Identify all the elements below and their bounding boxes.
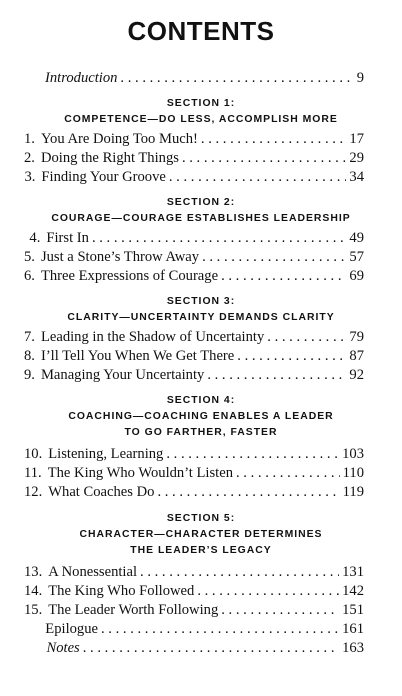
- dot-leader: [267, 329, 346, 346]
- toc-entry-chapter-13[interactable]: [24, 564, 364, 584]
- entry-title: Epilogue: [45, 621, 98, 637]
- entry-title: What Coaches Do: [48, 484, 155, 500]
- section-heading-4: [24, 393, 378, 441]
- entry-title: The King Who Followed: [48, 583, 195, 599]
- entry-title: Just a Stone’s Throw Away: [40, 249, 200, 265]
- section-heading-2: [24, 195, 378, 227]
- entry-title: Leading in the Shadow of Uncertainty: [40, 329, 265, 345]
- page-number: 142: [342, 583, 364, 599]
- page-number: 34: [349, 169, 364, 185]
- toc-entry-chapter-5[interactable]: [24, 249, 364, 269]
- page-number: 131: [342, 564, 364, 580]
- page-number: 79: [349, 329, 364, 345]
- toc-entry-chapter-1[interactable]: [24, 131, 364, 151]
- chapter-number: 1.: [24, 131, 35, 147]
- section-label: SECTION 2:: [166, 197, 236, 208]
- page-number: 57: [349, 249, 364, 265]
- dot-leader: [101, 621, 339, 638]
- toc-entry-chapter-2[interactable]: [24, 150, 364, 170]
- dot-leader: [92, 230, 346, 247]
- toc-entry-chapter-14[interactable]: [24, 583, 364, 603]
- toc-entry-chapter-8[interactable]: [24, 348, 364, 368]
- page-number: 92: [349, 367, 364, 383]
- dot-leader: [120, 70, 353, 87]
- dot-leader: [169, 169, 347, 186]
- dot-leader: [182, 150, 346, 167]
- section-title-continued: TO GO FARTHER, FASTER: [124, 427, 278, 438]
- dot-leader: [140, 564, 339, 581]
- toc-entry-chapter-12[interactable]: [24, 484, 364, 504]
- chapter-number: 15.: [24, 602, 43, 618]
- dot-leader: [83, 640, 339, 657]
- chapter-number: 7.: [24, 329, 35, 345]
- section-label: SECTION 1:: [166, 98, 236, 109]
- section-title: COURAGE—COURAGE ESTABLISHES LEADERSHIP: [51, 213, 351, 224]
- dot-leader: [202, 249, 346, 266]
- entry-title: The King Who Wouldn’t Listen: [47, 465, 233, 481]
- toc-entry-chapter-6[interactable]: [24, 268, 364, 288]
- entry-title: Listening, Learning: [48, 446, 164, 462]
- chapter-number: 5.: [24, 249, 35, 265]
- page-number: 103: [342, 446, 364, 462]
- page-number: 161: [342, 621, 364, 637]
- dot-leader: [221, 268, 346, 285]
- dot-leader: [166, 446, 339, 463]
- toc-entry-epilogue[interactable]: [24, 621, 364, 641]
- page-number: 17: [349, 131, 364, 147]
- chapter-number: 6.: [24, 268, 35, 284]
- toc-entry-chapter-4[interactable]: [24, 230, 364, 250]
- section-heading-5: [24, 511, 378, 559]
- toc-entry-chapter-7[interactable]: [24, 329, 364, 349]
- chapter-number: 11.: [24, 465, 42, 481]
- page-number: 87: [349, 348, 364, 364]
- dot-leader: [197, 583, 339, 600]
- chapter-number: 4.: [29, 230, 41, 246]
- dot-leader: [157, 484, 339, 501]
- chapter-number: 14.: [24, 583, 43, 599]
- entry-title: Introduction: [45, 70, 118, 86]
- chapter-number: 2.: [24, 150, 35, 166]
- chapter-number: 8.: [24, 348, 35, 364]
- dot-leader: [221, 602, 339, 619]
- section-title: CLARITY—UNCERTAINTY DEMANDS CLARITY: [67, 312, 335, 323]
- chapter-number: 9.: [24, 367, 35, 383]
- section-heading-1: [24, 96, 378, 128]
- toc-entry-chapter-3[interactable]: [24, 169, 364, 189]
- page-number: 69: [349, 268, 364, 284]
- entry-title: Doing the Right Things: [40, 150, 179, 166]
- toc-entry-chapter-10[interactable]: [24, 446, 364, 466]
- section-label: SECTION 5:: [166, 513, 236, 524]
- section-title: COMPETENCE—DO LESS, ACCOMPLISH MORE: [64, 114, 338, 125]
- page-number: 119: [342, 484, 364, 500]
- section-heading-3: [24, 294, 378, 326]
- dot-leader: [236, 465, 340, 482]
- chapter-number: 12.: [24, 484, 43, 500]
- section-title: CHARACTER—CHARACTER DETERMINES: [79, 529, 323, 540]
- page-title: CONTENTS: [127, 16, 275, 46]
- section-title-continued: THE LEADER’S LEGACY: [130, 545, 272, 556]
- section-label: SECTION 3:: [166, 296, 236, 307]
- page-number: 110: [342, 465, 364, 481]
- dot-leader: [207, 367, 346, 384]
- entry-title: Managing Your Uncertainty: [40, 367, 205, 383]
- section-label: SECTION 4:: [166, 395, 236, 406]
- page-number: 151: [342, 602, 364, 618]
- dot-leader: [201, 131, 347, 148]
- dot-leader: [237, 348, 346, 365]
- page-number: 9: [356, 70, 364, 86]
- entry-title: I’ll Tell You When We Get There: [40, 348, 235, 364]
- entry-title: First In: [46, 230, 89, 246]
- entry-title: Notes: [46, 640, 80, 656]
- page-number: 49: [349, 230, 364, 246]
- toc-entry-chapter-15[interactable]: [24, 602, 364, 622]
- chapter-number: 10.: [24, 446, 43, 462]
- toc-entry-chapter-11[interactable]: [24, 465, 364, 485]
- page-number: 163: [342, 640, 364, 656]
- entry-title: You Are Doing Too Much!: [40, 131, 198, 147]
- entry-title: The Leader Worth Following: [48, 602, 219, 618]
- toc-entry-chapter-9[interactable]: [24, 367, 364, 387]
- entry-title: Three Expressions of Courage: [40, 268, 219, 284]
- toc-entry-introduction[interactable]: [24, 70, 364, 90]
- entry-title: Finding Your Groove: [41, 169, 166, 185]
- chapter-number: 3.: [24, 169, 36, 185]
- entry-title: A Nonessential: [48, 564, 138, 580]
- section-title: COACHING—COACHING ENABLES A LEADER: [68, 411, 334, 422]
- chapter-number: 13.: [24, 564, 43, 580]
- page-number: 29: [349, 150, 364, 166]
- toc-entry-notes[interactable]: [24, 640, 364, 660]
